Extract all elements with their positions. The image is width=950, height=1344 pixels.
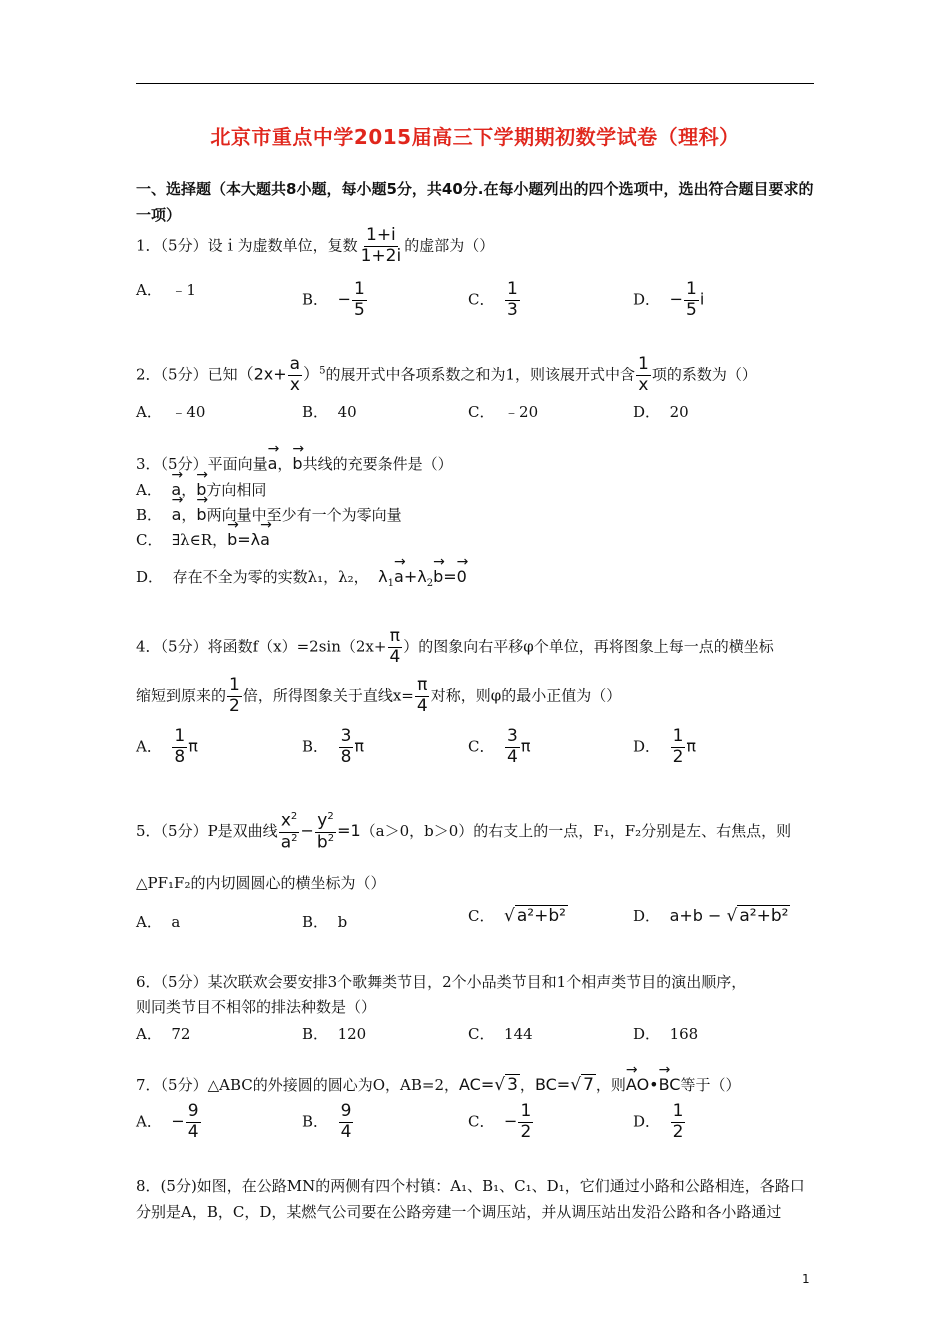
q3-option-c: C． ∃λ∈R，→ b=λ→ a [136,526,270,549]
q2-option-b: B． 40 [302,403,357,421]
q1-option-c: C． $\frac{1}{3}$ [468,279,518,320]
question-4-line-2: 缩短到原来的 $\frac{1}{2}$ 倍，所得图象关于直线x= $\frac{\pi}{4}$ 对称，则φ的最小正值为（） [136,675,622,716]
q6-option-c: C． 144 [468,1025,533,1043]
q7-option-b: B． $\frac{9}{4}$ [302,1101,352,1142]
q1-option-a: A． ﹣1 [136,281,196,299]
exam-title: 北京市重点中学2015届高三下学期期初数学试卷（理科） [210,125,740,149]
header-rule [136,83,814,84]
q7-option-c: C． − $\frac{1}{2}$ [468,1101,532,1142]
q1-option-b: B． − $\frac{1}{5}$ [302,279,365,320]
question-6-line-1: 6．（5分）某次联欢会要安排3个歌舞类节目，2个小品类节目和1个相声类节目的演出顺序， [136,973,747,991]
q1-option-d: D． − $\frac{1}{5}$ i [633,279,705,320]
q3-option-a: A． → a，→ b方向相同 [136,476,266,499]
page-number: 1 [802,1272,810,1286]
q5-option-d: D． a+b − √ a²+b² [633,906,789,926]
q7-option-a: A． − $\frac{9}{4}$ [136,1101,199,1142]
q7-option-d: D． $\frac{1}{2}$ [633,1101,684,1142]
q4-option-a: A． $\frac{1}{8}$ π [136,726,198,767]
question-6-line-2: 则同类节目不相邻的排法种数是（） [136,998,377,1016]
question-2-stem: 2．（5分）已知（2x+ $\frac{a}{x}$ ）$^5$的展开式中各项系数之和为1，则该展开式中含 $\frac{1}{x}$ 项的系数为（） [136,354,757,395]
q2-option-c: C． ﹣20 [468,403,539,421]
question-4-line-1: 4．（5分）将函数f（x）=2sin（2x+ $\frac{\pi}{4}$ ）的图象向右平移φ个单位，再将图象上每一点的横坐标 [136,626,774,667]
q4-option-d: D． $\frac{1}{2}$ π [633,726,697,767]
q6-option-d: D． 168 [633,1025,699,1043]
question-5-line-1: 5．（5分）P是双曲线 $\frac{x^2}{a^2}$ − $\frac{y^2}{b^2}$ =1（a＞0，b＞0）的右支上的一点，F₁，F₂分别是左、右焦点，则 [136,810,792,853]
complex-fraction: $\frac{1+i}{1+2i}$ [360,225,402,266]
q4-option-c: C． $\frac{3}{4}$ π [468,726,531,767]
question-8-line-2: 分别是A，B，C，D，某燃气公司要在公路旁建一个调压站，并从调压站出发沿公路和各小路通过 [136,1203,782,1221]
q3-option-d: D． 存在不全为零的实数λ₁，λ₂， $\lambda_1\to a+\lambda_2\to b=\to 0$ [136,563,467,590]
q3-option-b: B． → a，→ b两向量中至少有一个为零向量 [136,501,402,524]
question-7-stem: 7．（5分）△ABC的外接圆的圆心为O，AB=2，AC=√ 3 ，BC=√ 7 ，则→ AO•→ BC等于（） [136,1071,741,1095]
q2-option-a: A． ﹣40 [136,403,206,421]
question-3-stem: 3．（5分）平面向量→ a，→ b共线的充要条件是（） [136,450,453,473]
q5-option-c: C． √ a²+b² [468,906,566,926]
q5-option-a: A． a [136,913,181,931]
section-heading: 一、选择题（本大题共8小题，每小题5分，共40分.在每小题列出的四个选项中，选出符合题目要求的一项） [136,180,814,224]
question-5-line-2: △PF₁F₂的内切圆圆心的横坐标为（） [136,874,386,892]
q5-option-b: B． b [302,913,348,931]
question-1-stem: 1．（5分）设ｉ为虚数单位，复数 $\frac{1+i}{1+2i}$ 的虚部为（） [136,225,495,266]
q6-option-b: B． 120 [302,1025,367,1043]
q2-option-d: D． 20 [633,403,689,421]
q6-option-a: A． 72 [136,1025,191,1043]
q4-option-b: B． $\frac{3}{8}$ π [302,726,365,767]
question-8-line-1: 8．(5分)如图，在公路MN的两侧有四个村镇：A₁、B₁、C₁、D₁，它们通过小路和公路相连，各路口 [136,1177,805,1195]
